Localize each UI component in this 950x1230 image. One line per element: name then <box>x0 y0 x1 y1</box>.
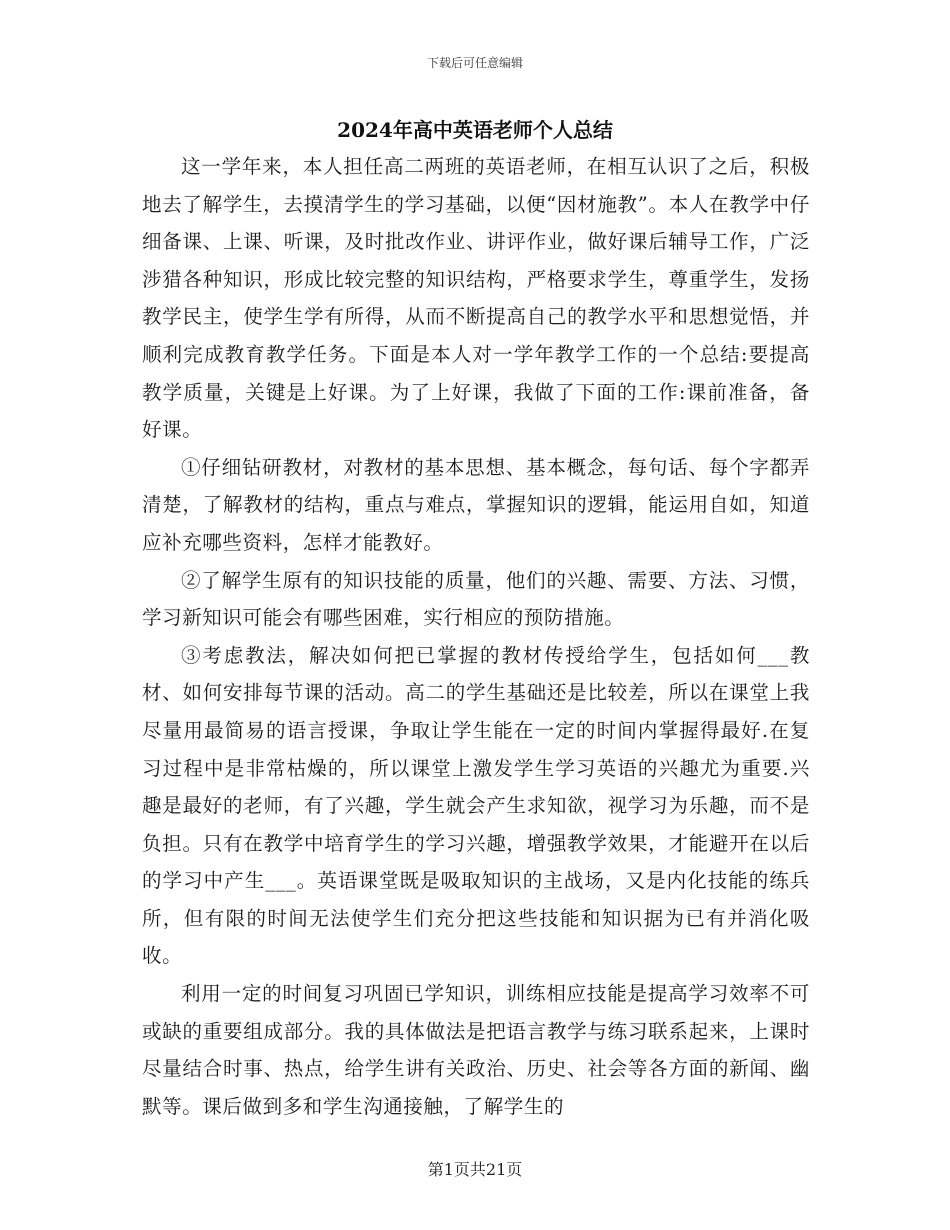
paragraph-review: 利用一定的时间复习巩固已学知识，训练相应技能是提高学习效率不可或缺的重要组成部分。我的具体做法是把语言教学与练习联系起来，上课时尽量结合时事、热点，给学生讲有关政治、历史、社会等各方面的新闻、幽默等。课后做到多和学生沟通接触，了解学生的 <box>142 982 810 1118</box>
document-title: 2024年高中英语老师个人总结 <box>337 118 613 142</box>
paragraph-item-1: ①仔细钻研教材，对教材的基本思想、基本概念，每句话、每个字都弄清楚，了解教材的结构，重点与难点，掌握知识的逻辑，能运用自如，知道应补充哪些资料，怎样才能教好。 <box>142 455 810 554</box>
document-body <box>142 148 810 1125</box>
paragraph-item-3: ③考虑教法，解决如何把已掌握的教材传授给学生，包括如何___教材、如何安排每节课的活动。高二的学生基础还是比较差，所以在课堂上我尽量用最简易的语言授课，争取让学生能在一定的时间内掌握得最好.在复习过程中是非常枯燥的，所以课堂上激发学生学习英语的兴趣尤为重要.兴趣是最好的老师，有了兴趣，学生就会产生求知欲，视学习为乐趣，而不是负担。只有在教学中培育学生的学习兴趣，增强教学效果，才能避开在以后的学习中产生___。英语课堂既是吸取知识的主战场，又是内化技能的练兵所，但有限的时间无法使学生们充分把这些技能和知识据为已有并消化吸收。 <box>142 643 810 968</box>
page-number-footer: 第1页共21页 <box>427 1160 523 1179</box>
page-header-note: 下载后可任意编辑 <box>426 56 523 70</box>
paragraph-item-2: ②了解学生原有的知识技能的质量，他们的兴趣、需要、方法、习惯，学习新知识可能会有哪些困难，实行相应的预防措施。 <box>142 568 810 630</box>
paragraph-intro: 这一学年来，本人担任高二两班的英语老师，在相互认识了之后，积极地去了解学生，去摸清学生的学习基础，以便“因材施教”。本人在教学中仔细备课、上课、听课，及时批改作业、讲评作业，做好课后辅导工作，广泛涉猎各种知识，形成比较完整的知识结构，严格要求学生，尊重学生，发扬教学民主，使学生学有所得，从而不断提高自己的教学水平和思想觉悟，并顺利完成教育教学任务。下面是本人对一学年教学工作的一个总结:要提高教学质量，关键是上好课。为了上好课，我做了下面的工作:课前准备，备好课。 <box>142 155 810 442</box>
